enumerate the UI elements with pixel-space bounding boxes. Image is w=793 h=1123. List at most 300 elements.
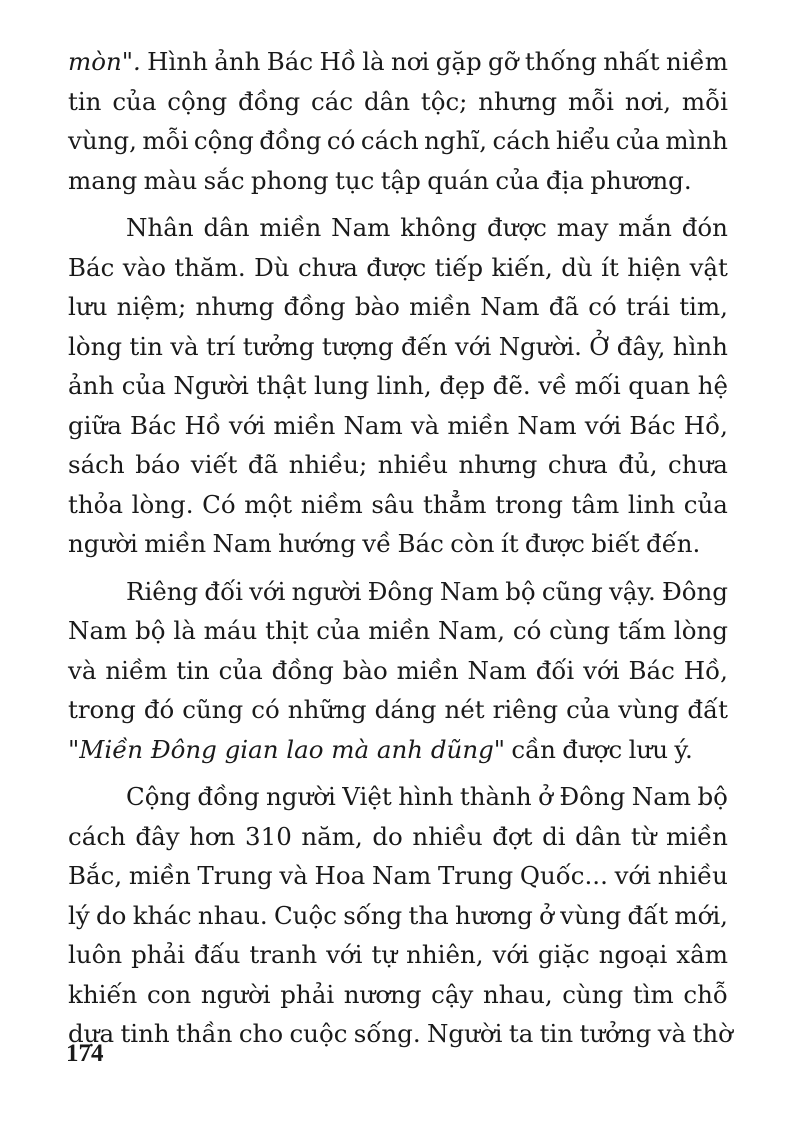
word: dân bbox=[363, 86, 411, 116]
word: nhiều bbox=[412, 821, 483, 851]
text-line bbox=[68, 896, 728, 936]
word: Trung bbox=[197, 861, 273, 890]
word: miền bbox=[409, 292, 472, 321]
word: linh bbox=[627, 489, 676, 519]
word: thống bbox=[524, 47, 597, 76]
paragraph bbox=[68, 777, 733, 1054]
word: vùng, bbox=[68, 126, 137, 155]
word: hiểu bbox=[555, 126, 611, 155]
word: dân bbox=[575, 821, 622, 851]
text-line bbox=[68, 856, 728, 896]
word: giặc bbox=[537, 940, 590, 969]
word: niềm bbox=[300, 489, 363, 519]
word: người bbox=[291, 576, 362, 606]
word: ở bbox=[539, 900, 554, 930]
word: cách bbox=[492, 126, 551, 155]
word: lòng bbox=[673, 616, 728, 645]
text-line bbox=[68, 1014, 733, 1054]
word: được bbox=[366, 252, 427, 282]
word: nương bbox=[343, 979, 422, 1009]
text-line bbox=[68, 975, 728, 1015]
word: linh, bbox=[376, 371, 432, 400]
word: nhiên, bbox=[406, 940, 484, 969]
word: quán bbox=[427, 165, 490, 195]
word: mòn". bbox=[68, 47, 141, 76]
word: Bác bbox=[68, 252, 115, 282]
text-line bbox=[68, 406, 728, 446]
word: lưu bbox=[628, 734, 668, 764]
word: tâm bbox=[571, 489, 620, 519]
word: cộng bbox=[167, 86, 228, 116]
word: tin bbox=[129, 331, 163, 361]
word: cuộc bbox=[289, 1019, 348, 1048]
word: đẽ. bbox=[492, 371, 531, 400]
word: cộng bbox=[193, 126, 254, 155]
word: báo bbox=[135, 450, 181, 479]
word: Hình bbox=[147, 47, 208, 76]
word: cùng bbox=[549, 616, 611, 645]
word: nét bbox=[444, 695, 485, 724]
word: trí bbox=[205, 331, 236, 361]
word: một bbox=[244, 489, 293, 519]
word: có bbox=[512, 616, 542, 645]
word: mỗi bbox=[567, 86, 614, 116]
word: và bbox=[170, 331, 199, 361]
word: cách bbox=[360, 126, 419, 155]
word: được bbox=[562, 734, 623, 764]
word: nhiều; bbox=[288, 450, 368, 479]
word: đối bbox=[204, 576, 243, 606]
word: miền bbox=[447, 410, 510, 440]
text-line bbox=[68, 690, 728, 730]
word: Nam bbox=[467, 655, 527, 685]
word: vùng bbox=[560, 900, 622, 930]
word: lòng. bbox=[131, 489, 194, 519]
paragraph-gap bbox=[68, 769, 728, 777]
word: Bác bbox=[628, 655, 675, 685]
word: luôn bbox=[68, 940, 123, 969]
word: cách bbox=[68, 821, 126, 851]
word: của bbox=[121, 371, 166, 400]
word: tục bbox=[334, 165, 375, 195]
word: nghĩ, bbox=[424, 126, 488, 155]
word: tin bbox=[68, 86, 102, 116]
word: nhưng bbox=[458, 450, 538, 479]
word: năm, bbox=[301, 821, 363, 851]
word: tim, bbox=[679, 292, 728, 321]
word: tiếp bbox=[434, 252, 484, 282]
text-line bbox=[68, 524, 728, 564]
text-line bbox=[68, 485, 728, 525]
word: Dù bbox=[254, 252, 290, 282]
word: đồng bbox=[197, 782, 260, 811]
word: tộc; bbox=[420, 86, 468, 116]
word: cho bbox=[238, 1019, 284, 1048]
word: cậy bbox=[431, 979, 474, 1009]
word: với bbox=[249, 576, 286, 606]
text-line bbox=[68, 611, 728, 651]
word: và bbox=[68, 655, 97, 685]
word: mỗi bbox=[142, 126, 189, 155]
text-line bbox=[68, 777, 728, 817]
word: hơn bbox=[189, 821, 236, 851]
word: đất bbox=[627, 900, 669, 930]
word: đất bbox=[687, 695, 728, 724]
word: Nam bbox=[331, 213, 391, 242]
word: tinh bbox=[120, 1019, 170, 1048]
word: người bbox=[266, 782, 336, 811]
word: con bbox=[146, 979, 192, 1009]
word: miền bbox=[259, 213, 322, 242]
text-line bbox=[68, 366, 728, 406]
word: nhiều bbox=[377, 450, 448, 479]
word: di bbox=[542, 821, 566, 851]
word: ảnh bbox=[68, 371, 115, 400]
word: cần bbox=[511, 734, 556, 764]
word: khác bbox=[132, 900, 192, 930]
word: vật bbox=[689, 252, 728, 282]
word: vậy. bbox=[608, 576, 656, 606]
word: ít bbox=[500, 529, 519, 558]
word: Hồ bbox=[184, 410, 221, 440]
word: ta bbox=[508, 1019, 534, 1048]
text-line bbox=[68, 248, 728, 288]
word: của bbox=[566, 695, 611, 724]
word: Đông bbox=[559, 782, 626, 811]
word: tin bbox=[539, 1019, 574, 1048]
word: Nam, bbox=[437, 616, 506, 645]
word: còn bbox=[450, 529, 495, 558]
word: đây bbox=[135, 821, 180, 851]
word: và bbox=[410, 410, 440, 440]
word: xâm bbox=[676, 940, 728, 969]
word: lòng bbox=[68, 331, 123, 361]
word: đây, bbox=[616, 331, 666, 361]
word: do bbox=[95, 900, 127, 930]
text-line bbox=[68, 445, 728, 485]
word: hình bbox=[398, 782, 454, 811]
word: nơi bbox=[390, 47, 430, 76]
word: bộ bbox=[135, 616, 166, 645]
word: bộ bbox=[505, 576, 536, 606]
word: có bbox=[251, 695, 280, 724]
word: Nam bbox=[68, 616, 128, 645]
word: ảnh bbox=[214, 47, 261, 76]
word: miền bbox=[396, 655, 459, 685]
word: người bbox=[68, 529, 138, 558]
word: dân bbox=[203, 213, 250, 242]
word: với bbox=[228, 410, 266, 440]
word: về bbox=[362, 529, 392, 558]
word: thẳm bbox=[422, 489, 487, 519]
word: niệm; bbox=[116, 292, 187, 321]
word: của bbox=[615, 126, 660, 155]
word: Hồ, bbox=[683, 410, 728, 440]
word: hiện bbox=[627, 252, 682, 282]
word: tự bbox=[371, 940, 398, 969]
paragraph-gap bbox=[68, 200, 728, 208]
word: thờ bbox=[692, 1019, 733, 1048]
word: mang bbox=[68, 165, 138, 195]
text-line bbox=[68, 935, 728, 975]
word: Hồ bbox=[319, 47, 356, 76]
book-page-body bbox=[68, 42, 733, 1054]
word: của bbox=[495, 165, 540, 195]
word: thần bbox=[176, 1019, 233, 1048]
word: tìm bbox=[632, 979, 674, 1009]
word: cùng bbox=[562, 979, 624, 1009]
word: với bbox=[326, 940, 363, 969]
word: đẹp bbox=[439, 371, 486, 400]
word: Hoa bbox=[314, 861, 366, 890]
word: trong bbox=[68, 695, 136, 724]
word: Nhân bbox=[126, 213, 194, 242]
word: hướng bbox=[278, 529, 356, 558]
word: mới, bbox=[674, 900, 728, 930]
word: lý bbox=[68, 900, 90, 930]
word: tượng bbox=[321, 331, 394, 361]
word: Bác bbox=[629, 410, 676, 440]
word: bào bbox=[342, 655, 388, 685]
word: đã bbox=[548, 292, 580, 321]
word: viết bbox=[190, 450, 238, 479]
word: các bbox=[311, 86, 354, 116]
text-line bbox=[68, 42, 728, 82]
paragraph bbox=[68, 208, 728, 564]
word: lung bbox=[314, 371, 370, 400]
word: ngoại bbox=[598, 940, 668, 969]
word: Đông bbox=[661, 576, 728, 606]
word: miền bbox=[128, 861, 191, 890]
text-line bbox=[68, 121, 728, 161]
word: máu bbox=[203, 616, 258, 645]
text-line bbox=[68, 572, 728, 612]
word: của bbox=[316, 616, 361, 645]
word: Ở bbox=[589, 331, 610, 361]
word: kiến, bbox=[491, 252, 553, 282]
word: của bbox=[218, 655, 263, 685]
word: bào bbox=[354, 292, 400, 321]
word: dựa bbox=[68, 1019, 115, 1048]
word: tưởng bbox=[579, 1019, 652, 1048]
word: trong bbox=[495, 489, 563, 519]
word: bộ bbox=[697, 782, 728, 811]
word: là bbox=[173, 616, 196, 645]
word: tin bbox=[176, 655, 210, 685]
word: nhau, bbox=[482, 979, 553, 1009]
word: đến bbox=[401, 331, 448, 361]
word: miền bbox=[666, 821, 728, 851]
word: vùng bbox=[618, 695, 680, 724]
word: riêng bbox=[492, 695, 559, 724]
word: sâu bbox=[371, 489, 415, 519]
word: Bắc, bbox=[68, 861, 123, 890]
word: đồng bbox=[283, 292, 346, 321]
page-number: 174 bbox=[66, 1040, 104, 1067]
word: phải bbox=[131, 940, 186, 969]
text-line bbox=[68, 327, 728, 367]
word: hương bbox=[455, 900, 533, 930]
word: niềm bbox=[666, 47, 728, 76]
word: tập bbox=[380, 165, 421, 195]
word: hình bbox=[672, 331, 728, 361]
word: phong bbox=[250, 165, 329, 195]
word: đủ, bbox=[618, 450, 658, 479]
word: sống. bbox=[353, 1019, 421, 1048]
word: đối bbox=[535, 655, 575, 685]
word: phương. bbox=[590, 165, 692, 195]
word: Có bbox=[202, 489, 236, 519]
word: niềm bbox=[105, 655, 168, 685]
word: gặp bbox=[435, 47, 482, 76]
word: mỗi bbox=[681, 86, 728, 116]
word: mình bbox=[665, 126, 728, 155]
text-line bbox=[68, 730, 728, 770]
word: tranh bbox=[249, 940, 318, 969]
word: từ bbox=[630, 821, 657, 851]
word: ở bbox=[538, 782, 553, 811]
word: Nam bbox=[480, 292, 540, 321]
word: đấu bbox=[193, 940, 241, 969]
word: giữa bbox=[68, 410, 122, 440]
word: may bbox=[556, 213, 609, 242]
word: và bbox=[279, 861, 308, 890]
word: nơi, bbox=[624, 86, 671, 116]
word: cũng bbox=[182, 695, 244, 724]
word: do bbox=[372, 821, 403, 851]
word: chưa bbox=[668, 450, 728, 479]
word: 310 bbox=[245, 821, 292, 851]
word: sống bbox=[343, 900, 403, 930]
word: thỏa bbox=[68, 489, 123, 519]
word: cũng bbox=[541, 576, 603, 606]
word: những bbox=[287, 695, 367, 724]
word: chưa bbox=[297, 252, 358, 282]
word: chưa bbox=[547, 450, 608, 479]
word: thăm. bbox=[174, 252, 246, 282]
word: có bbox=[326, 126, 356, 155]
word: nhau. bbox=[197, 900, 268, 930]
word: và bbox=[657, 1019, 687, 1048]
word: Nam bbox=[631, 782, 692, 811]
word: địa bbox=[545, 165, 585, 195]
word: với bbox=[584, 410, 622, 440]
paragraph-gap bbox=[68, 564, 728, 572]
word: Nam bbox=[343, 410, 403, 440]
word: vào bbox=[122, 252, 166, 282]
word: thịt bbox=[265, 616, 309, 645]
word: mắn bbox=[618, 213, 672, 242]
word: ít bbox=[601, 252, 619, 282]
word: chỗ bbox=[683, 979, 728, 1009]
word: với bbox=[583, 655, 620, 685]
word: với bbox=[614, 861, 651, 890]
word: hệ bbox=[697, 371, 728, 400]
word: Cuộc bbox=[273, 900, 337, 930]
word: có bbox=[588, 292, 617, 321]
word: đón bbox=[681, 213, 728, 242]
word: "Miền Đông gian lao mà anh dũng" bbox=[68, 734, 506, 764]
word: Nam bbox=[371, 861, 432, 890]
word: lưu bbox=[68, 292, 108, 321]
word: với bbox=[492, 940, 529, 969]
word: Nam bbox=[439, 576, 500, 606]
word: phải bbox=[280, 979, 335, 1009]
word: Quốc... bbox=[519, 861, 608, 890]
word: dáng bbox=[374, 695, 437, 724]
word: đã bbox=[247, 450, 279, 479]
word: là bbox=[362, 47, 385, 76]
word: mối bbox=[574, 371, 621, 400]
word: Nam bbox=[212, 529, 272, 558]
word: với bbox=[454, 331, 492, 361]
word: Nam bbox=[517, 410, 577, 440]
word: được bbox=[524, 529, 585, 558]
word: Người bbox=[173, 371, 249, 400]
word: biết bbox=[591, 529, 640, 558]
word: sắc bbox=[203, 165, 245, 195]
word: Cộng bbox=[126, 782, 191, 811]
text-line bbox=[68, 651, 728, 691]
word: Người bbox=[426, 1019, 503, 1048]
word: đợt bbox=[492, 821, 533, 851]
word: đồng bbox=[259, 126, 322, 155]
word: tha bbox=[408, 900, 449, 930]
word: miền bbox=[273, 410, 336, 440]
text-line bbox=[68, 161, 728, 201]
word: màu bbox=[143, 165, 198, 195]
word: Người. bbox=[498, 331, 582, 361]
word: Riêng bbox=[126, 576, 199, 606]
word: Trung bbox=[437, 861, 514, 890]
word: nhất bbox=[603, 47, 660, 76]
word: của bbox=[683, 489, 728, 519]
word: đến. bbox=[646, 529, 701, 558]
word: Bác bbox=[397, 529, 444, 558]
word: tưởng bbox=[242, 331, 315, 361]
word: của bbox=[112, 86, 157, 116]
word: sách bbox=[68, 450, 125, 479]
word: khiến bbox=[68, 979, 138, 1009]
paragraph bbox=[68, 572, 728, 770]
word: miền bbox=[368, 616, 431, 645]
word: Đông bbox=[367, 576, 434, 606]
word: không bbox=[400, 213, 478, 242]
paragraph bbox=[68, 42, 728, 200]
text-line bbox=[68, 208, 728, 248]
word: đồng bbox=[238, 86, 301, 116]
word: nhưng bbox=[478, 86, 558, 116]
word: Hồ, bbox=[683, 655, 728, 685]
word: nhưng bbox=[195, 292, 275, 321]
word: quan bbox=[628, 371, 691, 400]
word: người bbox=[200, 979, 271, 1009]
word: miền bbox=[144, 529, 207, 558]
text-line bbox=[68, 82, 728, 122]
word: thật bbox=[256, 371, 307, 400]
word: tấm bbox=[617, 616, 667, 645]
word: đồng bbox=[271, 655, 334, 685]
text-line bbox=[68, 287, 728, 327]
text-line bbox=[68, 817, 728, 857]
word: ý. bbox=[674, 734, 693, 764]
word: nhiều bbox=[657, 861, 728, 890]
word: trái bbox=[625, 292, 670, 321]
word: Bác bbox=[130, 410, 177, 440]
word: về bbox=[538, 371, 568, 400]
word: dù bbox=[561, 252, 593, 282]
word: được bbox=[486, 213, 547, 242]
